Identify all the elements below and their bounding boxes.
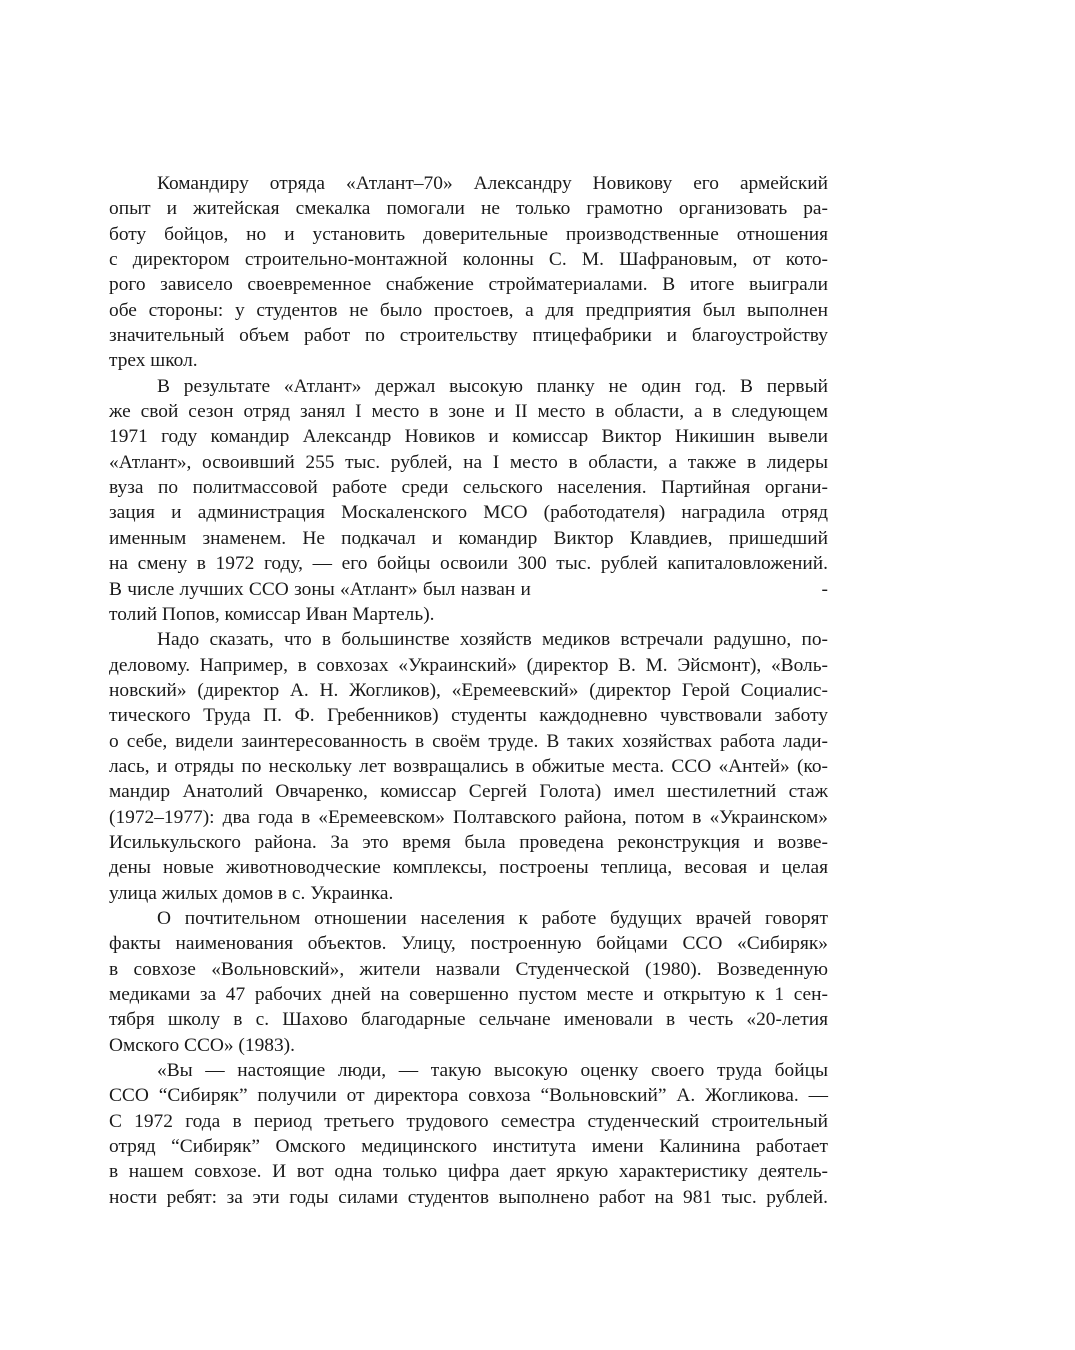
body-text [109,171,828,1210]
text-line: (1972–1977): два года в «Еремеевском» Полтавского района, потом в «Украинском» [109,806,828,828]
text-line: зация и администрация Москаленского МСО (работодателя) наградила отряд [109,502,828,524]
text-line: тября школу в с. Шахово благодарные сельчане именовали в честь «20-летия [109,1009,828,1031]
text-line: медиками за 47 рабочих дней на совершенно пустом месте и открытую к 1 сен- [109,984,828,1005]
paragraph-3 [109,627,828,906]
text-line: дены новые животноводческие комплексы, построены теплица, весовая и целая [109,857,828,879]
text-line: новский» (директор А. Н. Жогликов), «Еремеевский» (директор Герой Социалис- [109,679,828,701]
text-line: боту бойцов, но и установить доверительные производственные отношения [109,223,828,245]
text-line: лась, и отряды по нескольку лет возвращались в обжитые места. ССО «Антей» (ко- [109,755,828,777]
paragraph-4 [109,906,828,1058]
text-line: с директором строительно-монтажной колонны С. М. Шафрановым, от кото- [109,249,828,271]
text-line: же свой сезон отряд занял I место в зоне и II место в области, а в следующем [109,401,828,423]
text-line: С 1972 года в период третьего трудового семестра студенческий строительный [109,1110,828,1132]
text-line: Надо сказать, что в большинстве хозяйств медиков встречали радушно, по- [157,629,828,651]
text-line: на смену в 1972 году, — его бойцы освоили 300 тыс. рублей капиталовложений. [109,553,828,575]
text-line: толий Попов, комиссар Иван Мартель). [109,603,435,625]
text-line: В результате «Атлант» держал высокую планку не один год. В первый [157,375,828,397]
text-line: Исилькульского района. За это время была проведена реконструкция и возве- [109,831,828,853]
text-line: В числе лучших ССО зоны «Атлант» был назван и - [109,578,828,600]
paragraph-2 [109,374,828,627]
text-line: отряд “Сибиряк” Омского медицинского института имени Калинина работает [109,1136,828,1158]
text-line: «Вы — настоящие люди, — такую высокую оценку своего труда бойцы [157,1060,828,1082]
paragraph-5 [109,1058,828,1210]
text-line: вуза по политмассовой работе среди сельского населения. Партийная органи- [109,477,828,499]
text-line: значительный объем работ по строительству птицефабрики и благоустройству [109,325,828,347]
text-line: рого зависело своевременное снабжение стройматериалами. В итоге выиграли [109,274,828,296]
text-line: мандир Анатолий Овчаренко, комиссар Сергей Голота) имел шестилетний стаж [109,781,828,803]
text-line: опыт и житейская смекалка помогали не только грамотно организовать ра- [109,198,828,220]
text-line: О почтительном отношении населения к работе будущих врачей говорят [157,907,828,929]
text-line: трех школ. [109,350,198,372]
text-line: деловому. Например, в совхозах «Украинский» (директор В. М. Эйсмонт), «Воль- [109,654,828,676]
text-line: в совхозе «Вольновский», жители назвали Студенческой (1980). Возведенную [109,958,828,980]
text-line: именным знаменем. Не подкачал и командир Виктор Клавдиев, пришедший [109,527,828,549]
text-line: Командиру отряда «Атлант–70» Александру Новикову его армейский [157,173,828,194]
text-line: «Атлант», освоивший 255 тыс. рублей, на I место в области, а также в лидеры [109,451,828,473]
text-line: Омского ССО» (1983). [109,1034,295,1056]
text-line: ности ребят: за эти годы силами студентов выполнено работ на 981 тыс. рублей. [109,1186,828,1208]
text-line: улица жилых домов в с. Украинка. [109,882,394,904]
text-line: о себе, видели заинтересованность в своём труде. В таких хозяйствах работа лади- [109,730,828,752]
text-line: 1971 году командир Александр Новиков и комиссар Виктор Никишин вывели [109,426,828,448]
text-line: в нашем совхозе. И вот одна только цифра дает яркую характеристику деятель- [109,1161,828,1183]
text-line: ССО “Сибиряк” получили от директора совхоза “Вольновский” А. Жогликова. — [109,1085,828,1107]
paragraph-1 [109,171,828,374]
text-line: обе стороны: у студентов не было простоев, а для предприятия был выполнен [109,299,828,321]
text-line: факты наименования объектов. Улицу, построенную бойцами ССО «Сибиряк» [109,933,828,955]
text-line: тического Труда П. Ф. Гребенников) студенты каждодневно чувствовали заботу [109,705,828,727]
